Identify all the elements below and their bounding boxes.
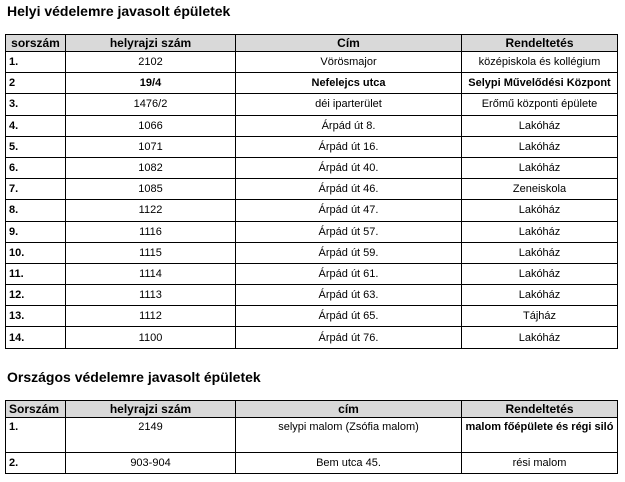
- table-row: [6, 327, 618, 348]
- cell-sorszam: 12.: [6, 285, 66, 306]
- cell-sorszam: 7.: [6, 179, 66, 200]
- cell-hrsz: 1113: [66, 285, 236, 306]
- cell-rendeltetes: Lakóház: [462, 136, 618, 157]
- cell-rendeltetes: középiskola és kollégium: [462, 52, 618, 73]
- header-hrsz: helyrajzi szám: [66, 401, 236, 418]
- cell-sorszam: 11.: [6, 263, 66, 284]
- cell-rendeltetes: Lakóház: [462, 242, 618, 263]
- header-hrsz: helyrajzi szám: [66, 35, 236, 52]
- cell-hrsz: 2149: [66, 418, 236, 453]
- cell-sorszam: 4.: [6, 115, 66, 136]
- header-sorszam: Sorszám: [6, 401, 66, 418]
- cell-rendeltetes: rési malom: [462, 453, 618, 474]
- cell-hrsz: 1115: [66, 242, 236, 263]
- table-row: [6, 221, 618, 242]
- cell-hrsz: 1112: [66, 306, 236, 327]
- cell-hrsz: 1476/2: [66, 94, 236, 115]
- table-row: [6, 115, 618, 136]
- table-row: [6, 285, 618, 306]
- table-header-row: [6, 35, 618, 52]
- section1-title: Helyi védelemre javasolt épületek: [7, 3, 231, 19]
- table-row: [6, 306, 618, 327]
- cell-hrsz: 1071: [66, 136, 236, 157]
- cell-cim: Nefelejcs utca: [236, 73, 462, 94]
- cell-cim: Árpád út 63.: [236, 285, 462, 306]
- national-protection-table: [5, 400, 618, 474]
- cell-rendeltetes: Selypi Művelődési Központ: [462, 73, 618, 94]
- table-header-row: [6, 401, 618, 418]
- table-row: [6, 418, 618, 453]
- cell-rendeltetes: Lakóház: [462, 263, 618, 284]
- cell-sorszam: 9.: [6, 221, 66, 242]
- header-sorszam: sorszám: [6, 35, 66, 52]
- cell-hrsz: 903-904: [66, 453, 236, 474]
- cell-cim: Árpád út 57.: [236, 221, 462, 242]
- cell-hrsz: 1082: [66, 157, 236, 178]
- cell-cim: Árpád út 76.: [236, 327, 462, 348]
- cell-rendeltetes: Zeneiskola: [462, 179, 618, 200]
- cell-cim: Bem utca 45.: [236, 453, 462, 474]
- section2-title: Országos védelemre javasolt épületek: [7, 369, 261, 385]
- cell-hrsz: 1085: [66, 179, 236, 200]
- cell-sorszam: 1.: [6, 52, 66, 73]
- cell-cim: Vörösmajor: [236, 52, 462, 73]
- cell-sorszam: 6.: [6, 157, 66, 178]
- cell-hrsz: 1116: [66, 221, 236, 242]
- cell-hrsz: 1066: [66, 115, 236, 136]
- table-row: [6, 136, 618, 157]
- local-protection-table: [5, 34, 618, 349]
- cell-sorszam: 14.: [6, 327, 66, 348]
- cell-rendeltetes: Lakóház: [462, 327, 618, 348]
- cell-sorszam: 13.: [6, 306, 66, 327]
- cell-cim: Árpád út 8.: [236, 115, 462, 136]
- table-row: [6, 157, 618, 178]
- cell-cim: déi iparterület: [236, 94, 462, 115]
- cell-cim: Árpád út 16.: [236, 136, 462, 157]
- cell-cim: Árpád út 61.: [236, 263, 462, 284]
- cell-sorszam: 8.: [6, 200, 66, 221]
- header-rendeltetes: Rendeltetés: [462, 401, 618, 418]
- cell-cim: Árpád út 65.: [236, 306, 462, 327]
- cell-rendeltetes: Lakóház: [462, 200, 618, 221]
- cell-cim: Árpád út 59.: [236, 242, 462, 263]
- cell-hrsz: 1122: [66, 200, 236, 221]
- cell-hrsz: 19/4: [66, 73, 236, 94]
- cell-hrsz: 1100: [66, 327, 236, 348]
- table-row: [6, 52, 618, 73]
- table-row: [6, 179, 618, 200]
- cell-hrsz: 2102: [66, 52, 236, 73]
- header-cim: Cím: [236, 35, 462, 52]
- header-rendeltetes: Rendeltetés: [462, 35, 618, 52]
- table-row: [6, 73, 618, 94]
- cell-rendeltetes: malom főépülete és régi siló: [462, 418, 618, 453]
- cell-sorszam: 10.: [6, 242, 66, 263]
- cell-sorszam: 2.: [6, 453, 66, 474]
- cell-rendeltetes: Erőmű központi épülete: [462, 94, 618, 115]
- header-cim: cím: [236, 401, 462, 418]
- cell-rendeltetes: Lakóház: [462, 221, 618, 242]
- cell-cim: Árpád út 47.: [236, 200, 462, 221]
- cell-cim: selypi malom (Zsófia malom): [236, 418, 462, 453]
- cell-hrsz: 1114: [66, 263, 236, 284]
- cell-cim: Árpád út 46.: [236, 179, 462, 200]
- cell-rendeltetes: Lakóház: [462, 285, 618, 306]
- table-row: [6, 94, 618, 115]
- cell-rendeltetes: Lakóház: [462, 157, 618, 178]
- table-row: [6, 200, 618, 221]
- cell-rendeltetes: Tájház: [462, 306, 618, 327]
- cell-rendeltetes: Lakóház: [462, 115, 618, 136]
- cell-sorszam: 3.: [6, 94, 66, 115]
- table-row: [6, 242, 618, 263]
- table-row: [6, 263, 618, 284]
- table-row: [6, 453, 618, 474]
- cell-sorszam: 5.: [6, 136, 66, 157]
- cell-sorszam: 2: [6, 73, 66, 94]
- cell-sorszam: 1.: [6, 418, 66, 453]
- cell-cim: Árpád út 40.: [236, 157, 462, 178]
